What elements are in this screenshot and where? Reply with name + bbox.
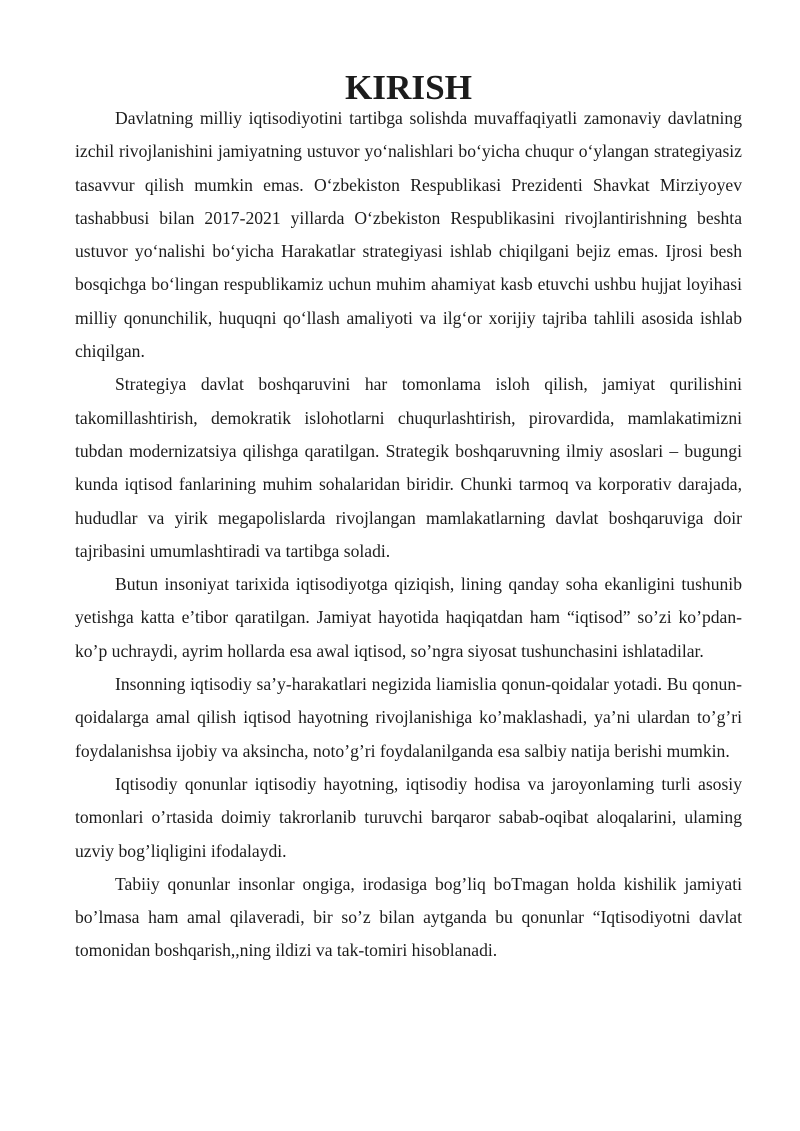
- paragraph-5: Iqtisodiy qonunlar iqtisodiy hayotning, iqtisodiy hodisa va jaroyonlaming turli asosiy tomonlari o’rtasida doimiy takrorlanib turuvchi barqaror sabab-oqibat aloqalarini, ulaming uzviy bog’liqligini ifodalaydi.: [75, 773, 742, 861]
- paragraph-1: Davlatning milliy iqtisodiyotini tartibga solishda muvaffaqiyatli zamonaviy davlatning izchil rivojlanishini jamiyatning ustuvor yo‘nalishlari bo‘yicha chuqur o‘ylangan strategiyasiz tasavvur qilish mumkin emas. O‘zbekiston Respublikasi Prezidenti Shavkat Mirziyoyev tashabbusi bilan 2017-2021 yillarda O‘zbekiston Respublikasini rivojlantirishning beshta ustuvor yo‘nalishi bo‘yicha Harakatlar strategiyasi ishlab chiqilgani bejiz emas. Ijrosi besh bosqichga bo‘lingan respublikamiz uchun muhim ahamiyat kasb etuvchi ushbu hujjat loyihasi milliy qonunchilik, huquqni qo‘llash amaliyoti va ilg‘or xorijiy tajriba tahlili asosida ishlab chiqilgan.: [75, 108, 742, 362]
- document-page: [75, 68, 742, 968]
- paragraph-3: Butun insoniyat tarixida iqtisodiyotga qiziqish, lining qanday soha ekanligini tushunib yetishga katta e’tibor qaratilgan. Jamiyat hayotida haqiqatdan ham “iqtisod” so’zi ko’pdan-ko’p uchraydi, ayrim hollarda esa awal iqtisod, so’ngra siyosat tushunchasini ishlatadilar.: [75, 574, 742, 661]
- paragraph-6: Tabiiy qonunlar insonlar ongiga, irodasiga bog’liq boTmagan holda kishilik jamiyati bo’lmasa ham amal qilaveradi, bir so’z bilan aytganda bu qonunlar “Iqtisodiyotni davlat tomonidan boshqarish,,ning ildizi va tak-tomiri hisoblanadi.: [75, 873, 742, 961]
- paragraph-4: Insonning iqtisodiy sa’y-harakatlari negizida liamislia qonun-qoidalar yotadi. Bu qonun-qoidalarga amal qilish iqtisod hayotning rivojlanishiga ko’maklashadi, ya’ni ulardan to’g’ri foydalanishsa ijobiy va aksincha, noto’g’ri foydalanilganda esa salbiy natija berishi mumkin.: [75, 674, 742, 761]
- paragraph-2: Strategiya davlat boshqaruvini har tomonlama isloh qilish, jamiyat qurilishini takomillashtirish, demokratik islohotlarni chuqurlashtirish, pirovardida, mamlakatimizni tubdan modernizatsiya qilishga qaratilgan. Strategik boshqaruvning ilmiy asoslari – bugungi kunda iqtisod fanlarining muhim sohalaridan biridir. Chunki tarmoq va korporativ darajada, hududlar va yirik megapolislarda rivojlangan mamlakatlarning davlat boshqaruviga doir tajribasini umumlashtiradi va tartibga soladi.: [75, 374, 742, 561]
- document-title: KIRISH: [344, 68, 473, 107]
